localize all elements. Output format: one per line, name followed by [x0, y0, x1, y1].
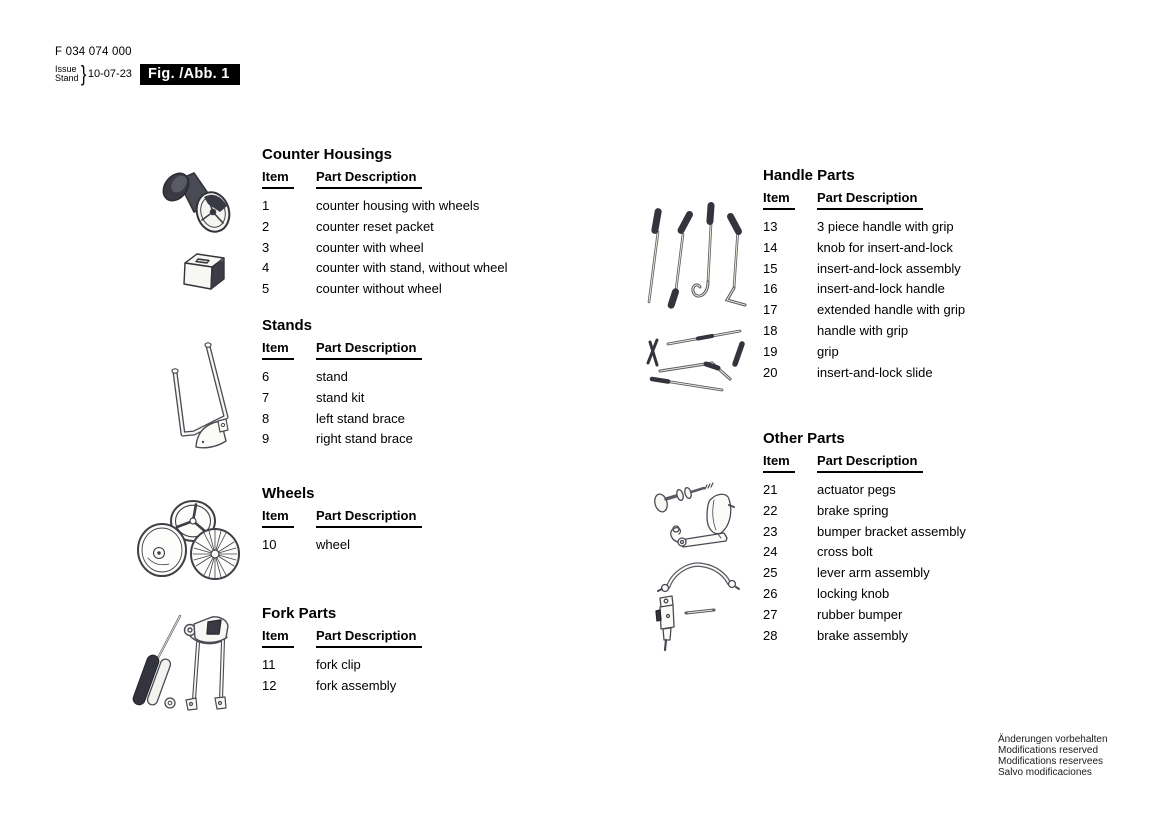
parts-rows — [262, 367, 552, 450]
item-number: 13 — [763, 219, 778, 234]
item-number: 6 — [262, 369, 270, 384]
notice-line: Änderungen vorbehalten — [998, 734, 1108, 745]
item-number: 15 — [763, 260, 778, 276]
table-row — [763, 563, 1053, 584]
section-wheels — [262, 485, 552, 556]
part-description: grip — [817, 343, 839, 359]
stand-label: Stand — [55, 73, 79, 83]
item-column-header: Item — [262, 340, 294, 360]
section-stands — [262, 317, 552, 450]
part-description: counter with wheel — [316, 239, 424, 255]
parts-rows — [262, 535, 552, 556]
description-column-header: Part Description — [316, 628, 422, 648]
issue-stand-labels — [55, 65, 79, 84]
item-number: 3 — [262, 239, 270, 255]
item-number: 1 — [262, 198, 270, 213]
part-description: handle with grip — [817, 322, 909, 338]
part-description: stand — [316, 369, 348, 384]
section-title: Other Parts — [763, 430, 845, 447]
item-number: 2 — [262, 218, 270, 234]
description-column-header: Part Description — [316, 169, 422, 189]
item-column-header: Item — [262, 628, 294, 648]
table-row — [763, 259, 1053, 280]
section-title: Handle Parts — [763, 167, 855, 184]
table-row — [262, 258, 552, 279]
part-description: fork clip — [316, 657, 361, 672]
item-number: 25 — [763, 565, 778, 581]
item-number: 19 — [763, 343, 778, 359]
table-row — [763, 480, 1053, 501]
item-column-header: Item — [262, 169, 294, 189]
table-row — [763, 279, 1053, 300]
item-number: 5 — [262, 281, 270, 297]
description-column-header: Part Description — [817, 190, 923, 210]
item-number: 17 — [763, 302, 778, 318]
table-row — [763, 300, 1053, 321]
table-row — [262, 388, 552, 409]
item-number: 11 — [262, 657, 276, 672]
item-number: 14 — [763, 239, 778, 255]
item-number: 9 — [262, 431, 270, 447]
table-header — [763, 190, 1053, 210]
item-number: 4 — [262, 260, 270, 276]
wheels-illustration — [136, 496, 240, 580]
counter-box-illustration — [178, 248, 230, 294]
table-row — [763, 626, 1053, 647]
part-description: brake assembly — [817, 627, 909, 643]
part-number: F 034 074 000 — [55, 46, 132, 58]
section-fork-parts — [262, 605, 552, 697]
table-header — [262, 169, 552, 189]
table-header — [262, 340, 552, 360]
table-row — [763, 584, 1053, 605]
item-number: 22 — [763, 502, 778, 518]
item-number: 18 — [763, 322, 778, 338]
table-row — [763, 605, 1053, 626]
table-row — [262, 676, 552, 697]
item-number: 28 — [763, 627, 778, 643]
part-description: rubber bumper — [817, 606, 903, 622]
description-column-header: Part Description — [316, 508, 422, 528]
description-column-header: Part Description — [817, 453, 923, 473]
part-description: knob for insert-and-lock — [817, 239, 953, 255]
table-row — [763, 542, 1053, 563]
table-header — [763, 453, 1053, 473]
table-row — [262, 535, 552, 556]
part-description: stand kit — [316, 389, 365, 405]
brace-glyph: } — [80, 61, 86, 86]
part-description: left stand brace — [316, 410, 405, 426]
table-header — [262, 508, 552, 528]
modification-notices — [998, 734, 1108, 778]
stand-illustration — [156, 334, 234, 450]
part-description: fork assembly — [316, 677, 397, 693]
item-number: 27 — [763, 606, 778, 622]
section-title: Stands — [262, 317, 313, 334]
table-row — [262, 279, 552, 300]
parts-rows — [262, 196, 552, 300]
part-description: counter housing with wheels — [316, 198, 480, 213]
issue-date: 10-07-23 — [87, 68, 132, 80]
other-parts-illustration — [648, 472, 748, 652]
counter-housing-illustration — [158, 168, 240, 240]
notice-line: Salvo modificaciones — [998, 767, 1092, 778]
table-row — [262, 409, 552, 430]
part-description: insert-and-lock slide — [817, 364, 933, 380]
part-description: insert-and-lock handle — [817, 281, 945, 297]
item-number: 12 — [262, 677, 277, 693]
table-row — [262, 655, 552, 676]
table-row — [763, 501, 1053, 522]
part-description: 3 piece handle with grip — [817, 219, 954, 234]
section-handle-parts — [763, 167, 1053, 383]
item-number: 20 — [763, 364, 778, 380]
table-row — [763, 522, 1053, 543]
section-title: Wheels — [262, 485, 315, 502]
table-row — [763, 321, 1053, 342]
part-description: bumper bracket assembly — [817, 523, 966, 539]
item-number: 16 — [763, 281, 778, 297]
part-description: wheel — [316, 537, 350, 552]
item-number: 26 — [763, 585, 778, 601]
figure-label-badge: Fig. /Abb. 1 — [140, 64, 240, 85]
section-other-parts — [763, 430, 1053, 646]
table-row — [763, 363, 1053, 384]
table-row — [262, 217, 552, 238]
part-description: locking knob — [817, 585, 890, 601]
table-row — [262, 429, 552, 450]
fork-illustration — [128, 610, 236, 714]
item-number: 24 — [763, 544, 778, 560]
issue-label: Issue — [55, 63, 77, 74]
part-description: counter with stand, without wheel — [316, 260, 508, 276]
part-description: counter reset packet — [316, 218, 434, 234]
parts-rows — [262, 655, 552, 697]
doc-header — [55, 46, 240, 87]
handle-rods-illustration — [640, 320, 750, 400]
parts-rows — [763, 480, 1053, 646]
part-description: counter without wheel — [316, 281, 442, 297]
item-column-header: Item — [763, 190, 795, 210]
part-description: lever arm assembly — [817, 565, 930, 581]
part-description: insert-and-lock assembly — [817, 260, 961, 276]
part-description: actuator pegs — [817, 482, 896, 497]
notice-line: Modifications reserved — [998, 745, 1099, 756]
part-description: brake spring — [817, 502, 889, 518]
item-column-header: Item — [763, 453, 795, 473]
part-description: extended handle with grip — [817, 302, 966, 318]
parts-rows — [763, 217, 1053, 383]
table-row — [763, 238, 1053, 259]
section-title: Fork Parts — [262, 605, 337, 622]
part-description: right stand brace — [316, 431, 413, 447]
part-description: cross bolt — [817, 544, 873, 560]
table-header — [262, 628, 552, 648]
item-number: 7 — [262, 389, 270, 405]
table-row — [262, 238, 552, 259]
section-title: Counter Housings — [262, 146, 392, 163]
table-row — [763, 342, 1053, 363]
table-row — [262, 196, 552, 217]
item-number: 10 — [262, 537, 277, 552]
description-column-header: Part Description — [316, 340, 422, 360]
handles-illustration — [642, 196, 748, 318]
item-column-header: Item — [262, 508, 294, 528]
item-number: 23 — [763, 523, 778, 539]
item-number: 8 — [262, 410, 270, 426]
item-number: 21 — [763, 482, 778, 497]
table-row — [763, 217, 1053, 238]
table-row — [262, 367, 552, 388]
notice-line: Modifications reservees — [998, 756, 1104, 767]
section-counter-housings — [262, 146, 552, 300]
